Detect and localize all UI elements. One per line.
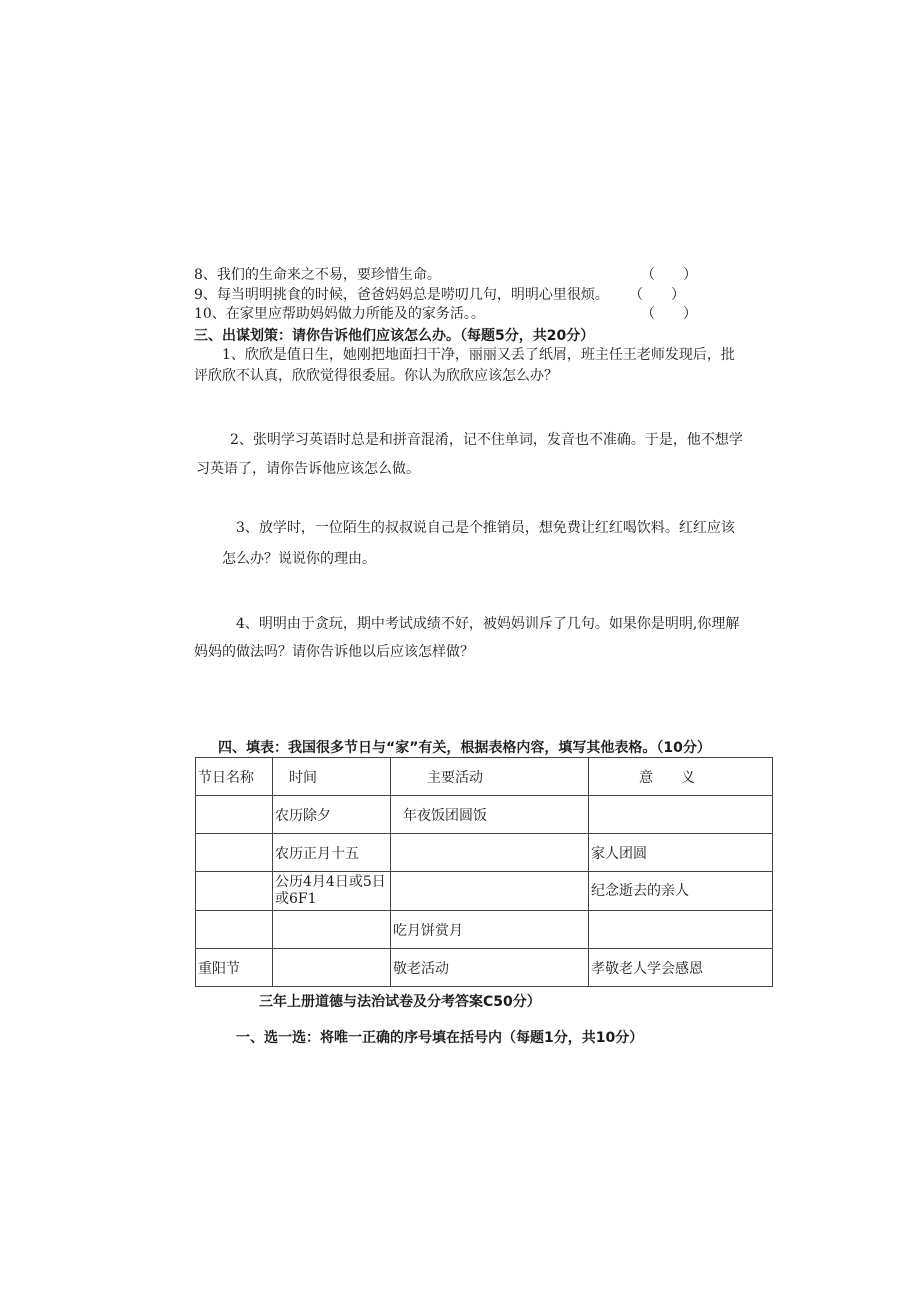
header-cell: 节日名称 (196, 758, 273, 796)
tf-item-10 (194, 305, 485, 323)
question-2-line1: 2、张明学习英语时总是和拼音混淆，记不住单词，发音也不准确。于是，他不想学 (230, 432, 743, 448)
answer-section1-heading: 一、选一选：将唯一正确的序号填在括号内（每题1分，共10分） (236, 1030, 644, 1046)
table-cell: 农历正月十五 (273, 834, 391, 872)
question-3-line2: 怎么办？说说你的理由。 (222, 551, 376, 567)
answer-key-title: 三年上册道德与法治试卷及分考答案C50分） (259, 994, 541, 1010)
table-cell (196, 872, 273, 911)
festival-table (195, 757, 773, 987)
tf-item-text: 8、我们的生命来之不易，要珍惜生命。 (194, 267, 441, 283)
table-cell: 重阳节 (196, 949, 273, 987)
question-3-line1: 3、放学时，一位陌生的叔叔说自己是个推销员，想免费让红红喝饮料。红红应该 (236, 520, 735, 536)
tf-item-text: 10、在家里应帮助妈妈做力所能及的家务活。。 (194, 306, 485, 322)
table-row (196, 911, 773, 949)
table-cell: 家人团圆 (589, 834, 773, 872)
table-cell (196, 796, 273, 834)
table-cell (196, 834, 273, 872)
question-4-line2: 妈妈的做法吗？请你告诉他以后应该怎样做？ (194, 644, 474, 660)
table-cell: 吃月饼赏月 (391, 911, 589, 949)
table-cell: 年夜饭团圆饭 (391, 796, 589, 834)
tf-item-9 (194, 286, 609, 304)
table-cell: 公历4月4日或5日或6F1 (273, 872, 391, 911)
question-1-line1: 1、欣欣是值日生，她刚把地面扫干净，丽丽又丢了纸屑，班主任王老师发现后，批 (222, 347, 735, 363)
tf-item-8 (194, 266, 441, 284)
table-cell (589, 796, 773, 834)
section3-heading: 三、出谋划策：请你告诉他们应该怎么办。（每题5分，共20分） (194, 328, 595, 344)
header-cell: 时间 (273, 758, 391, 796)
table-cell (273, 911, 391, 949)
header-cell: 意 义 (589, 758, 773, 796)
table-cell: 农历除夕 (273, 796, 391, 834)
table-cell (391, 834, 589, 872)
table-header-row (196, 758, 773, 796)
answer-paren: （ ） (641, 306, 697, 322)
tf-item-text: 9、每当明明挑食的时候，爸爸妈妈总是唠叨几句，明明心里很烦。 (194, 287, 609, 303)
table-cell (196, 911, 273, 949)
table-row (196, 949, 773, 987)
table-cell (391, 872, 589, 911)
table-row (196, 834, 773, 872)
table-row (196, 796, 773, 834)
section4-heading: 四、填表：我国很多节日与“家”有关，根据表格内容，填写其他表格。（10分） (218, 740, 711, 756)
table-cell: 敬老活动 (391, 949, 589, 987)
table-cell: 纪念逝去的亲人 (589, 872, 773, 911)
header-cell: 主要活动 (391, 758, 589, 796)
table-cell: 孝敬老人学会感恩 (589, 949, 773, 987)
answer-paren: （ ） (629, 287, 685, 303)
table-cell (589, 911, 773, 949)
table-row (196, 872, 773, 911)
question-2-line2: 习英语了，请你告诉他应该怎么做。 (196, 461, 420, 477)
answer-paren: （ ） (641, 267, 697, 283)
question-1-line2: 评欣欣不认真，欣欣觉得很委屈。你认为欣欣应该怎么办？ (194, 368, 558, 384)
table-cell (273, 949, 391, 987)
question-4-line1: 4、明明由于贪玩，期中考试成绩不好，被妈妈训斥了几句。如果你是明明,你理解 (236, 616, 740, 632)
